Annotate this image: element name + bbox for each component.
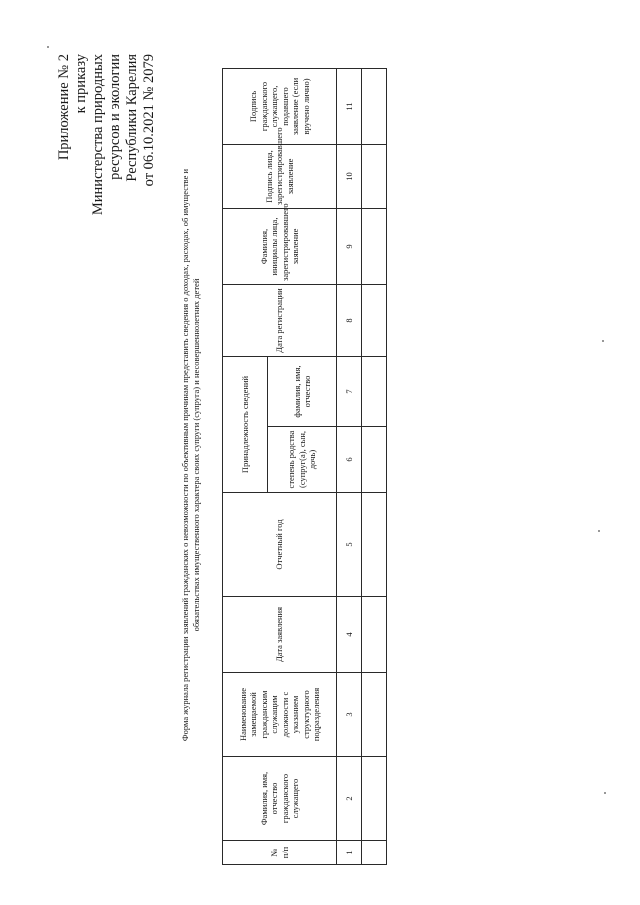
col-header-report-year: Отчетный год [223,493,337,597]
col-header-relative-name: фамилия, имя, отчество [268,357,337,427]
col-number-4: 4 [337,597,362,673]
col-header-info-ownership: Принадлежность сведений [223,357,268,493]
col-header-relation-degree: степень родства (супруг(а), сын, дочь) [268,427,337,493]
col-header-application-date: Дата заявления [223,597,337,673]
table-header-row [223,69,268,865]
scan-speck [604,792,606,794]
header-line-ministry: Министерства природных [90,54,106,216]
empty-cell [362,841,387,865]
header-line-republic: Республики Карелия [124,54,140,182]
col-header-position: Наименование замещаемой гражданским служащим должности с указанием структурного подразделения [223,673,337,757]
scan-speck [598,530,600,532]
col-header-registrar-name: Фамилия, инициалы лица, зарегистрировавшего заявление [223,209,337,285]
col-header-employee-signature: Подпись гражданского служащего, подавшего заявление (если вручено лично) [223,69,337,145]
col-number-5: 5 [337,493,362,597]
col-number-3: 3 [337,673,362,757]
col-number-10: 10 [337,145,362,209]
col-number-11: 11 [337,69,362,145]
col-header-registration-date: Дата регистрации [223,285,337,357]
form-title [180,75,202,835]
col-header-number: № п/п [223,841,337,865]
empty-cell [362,69,387,145]
col-number-9: 9 [337,209,362,285]
header-line-resources: ресурсов и экологии [107,54,123,180]
header-line-appendix: Приложение № 2 [56,54,72,161]
empty-cell [362,673,387,757]
document-header [56,54,158,215]
scan-speck [47,46,49,48]
form-title-line-2: обязательствах имущественного характера своих супруги (супруга) и несовершеннолетних детей [191,278,201,632]
col-number-2: 2 [337,757,362,841]
registration-journal-table [222,68,387,865]
col-number-8: 8 [337,285,362,357]
empty-cell [362,493,387,597]
table-empty-row [362,69,387,865]
col-number-6: 6 [337,427,362,493]
empty-cell [362,285,387,357]
table-number-row [337,69,362,865]
empty-cell [362,597,387,673]
col-number-1: 1 [337,841,362,865]
col-number-7: 7 [337,357,362,427]
scan-speck [602,340,604,342]
empty-cell [362,145,387,209]
header-line-date: от 06.10.2021 № 2079 [141,54,157,187]
empty-cell [362,357,387,427]
empty-cell [362,757,387,841]
col-header-registrar-signature: Подпись лица, зарегистрировавшего заявление [223,145,337,209]
header-line-order: к приказу [73,54,89,114]
form-title-line-1: Форма журнала регистрации заявлений гражданских о невозможности по объективным причинам представить сведения о доходах, расходах, об имуществе и [180,168,190,742]
col-header-employee-name: Фамилия, имя, отчество гражданского служащего [223,757,337,841]
empty-cell [362,427,387,493]
empty-cell [362,209,387,285]
